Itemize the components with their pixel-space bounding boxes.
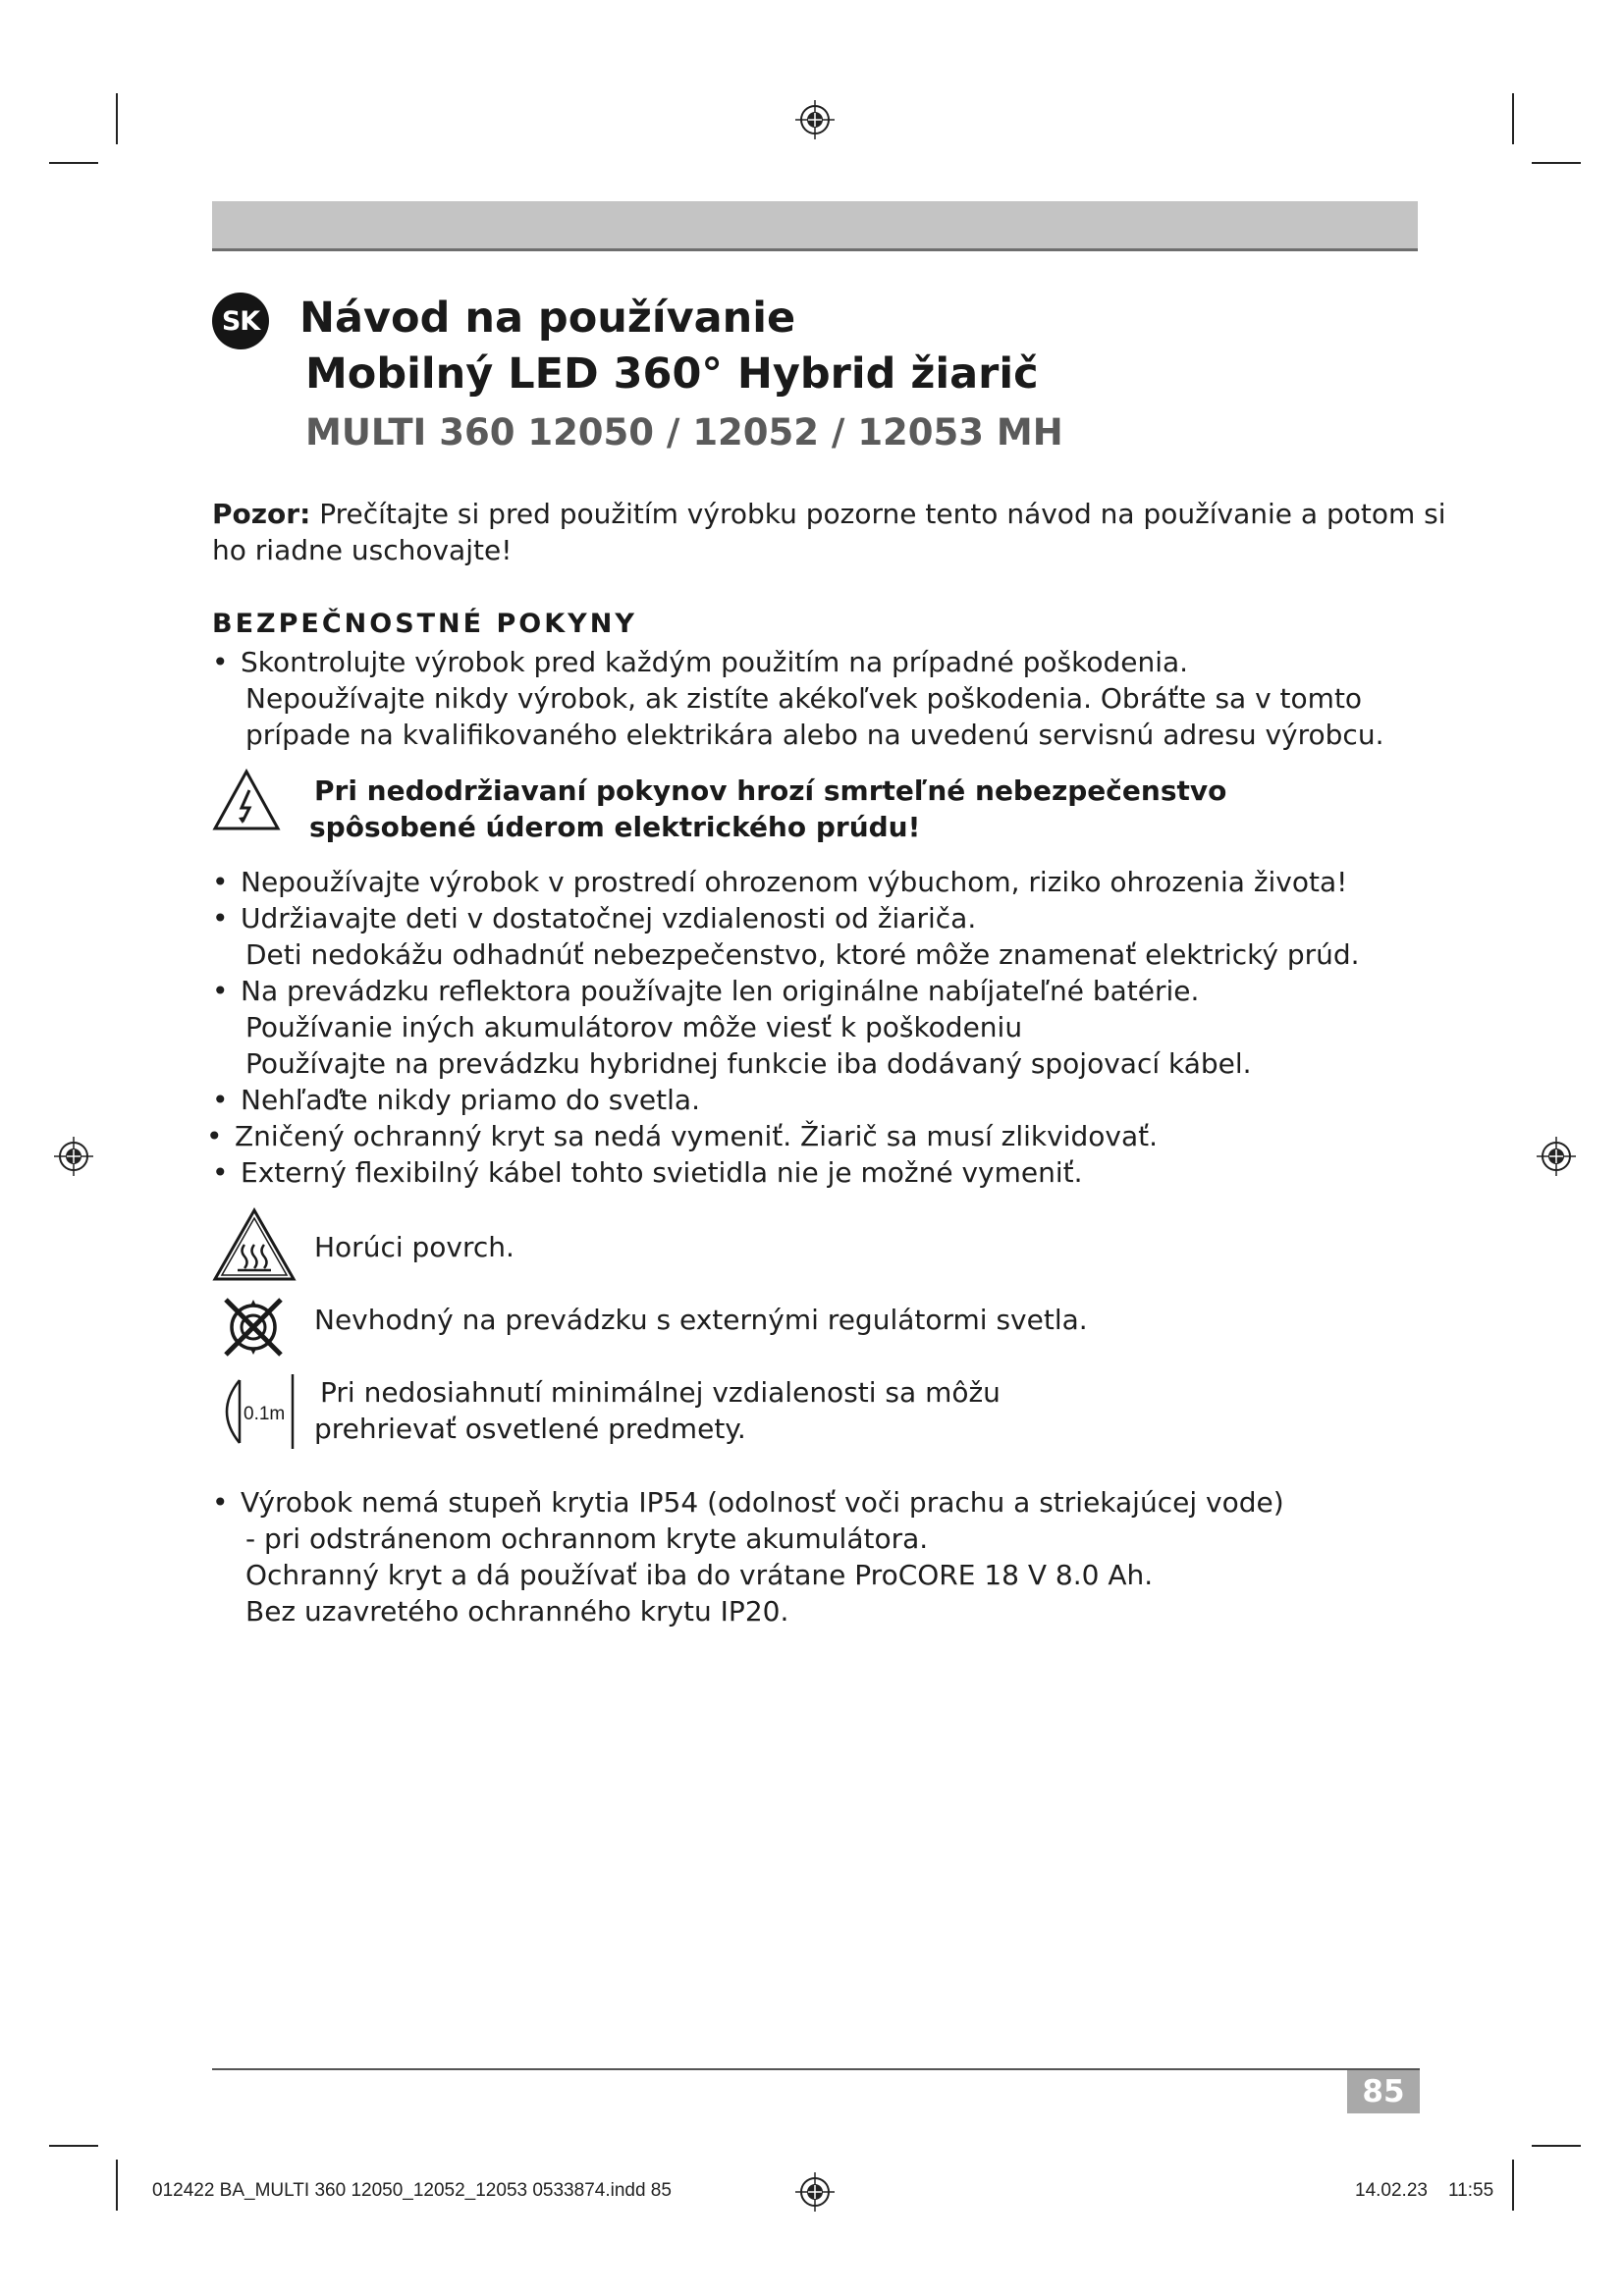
list-item-text: Nepoužívajte výrobok v prostredí ohrozenom výbuchom, riziko ohrozenia života! (241, 866, 1348, 898)
list-item-text: Skontrolujte výrobok pred každým použitím na prípadné poškodenia. (241, 646, 1189, 678)
list-item (212, 973, 1360, 1082)
no-dimmer-icon (220, 1294, 287, 1361)
intro-label: Pozor: (212, 498, 311, 530)
shock-warning-line: spôsobené úderom elektrického prúdu! (309, 811, 921, 843)
list-item-text: Používajte na prevádzku hybridnej funkcie iba dodávaný spojovací kábel. (245, 1047, 1252, 1080)
list-item-text: Externý flexibilný kábel tohto svietidla nie je možné vymeniť. (241, 1156, 1083, 1189)
crop-mark (49, 162, 98, 164)
header-band (212, 201, 1418, 251)
footer-rule (212, 2068, 1420, 2070)
hot-surface-text: Horúci povrch. (314, 1231, 514, 1263)
hot-surface-warning-icon (212, 1207, 297, 1282)
electric-shock-warning-icon (212, 769, 281, 831)
list-item (212, 1082, 1360, 1118)
list-item-text: Deti nedokážu odhadnúť nebezpečenstvo, ktoré môže znamenať elektrický prúd. (245, 938, 1360, 971)
slug-time: 11:55 (1448, 2180, 1494, 2201)
minimum-distance-label: 0.1m (244, 1404, 286, 1424)
intro-paragraph (212, 496, 1446, 568)
file-slug: 012422 BA_MULTI 360 12050_12052_12053 0533874.indd 85 (152, 2180, 672, 2201)
product-name: Mobilný LED 360° Hybrid žiarič (305, 349, 1039, 399)
ip-note-list (212, 1484, 1284, 1629)
list-item (206, 1118, 1360, 1154)
model-numbers: MULTI 360 12050 / 12052 / 12053 MH (305, 411, 1063, 454)
crop-mark (1532, 2145, 1581, 2147)
registration-mark-icon (1537, 1137, 1576, 1176)
shock-warning-line: Pri nedodržiavaní pokynov hrozí smrteľné nebezpečenstvo (314, 774, 1227, 807)
list-item-text: Používanie iných akumulátorov môže viesť k poškodeniu (245, 1011, 1023, 1043)
no-dimmer-text: Nevhodný na prevádzku s externými regulátormi svetla. (314, 1304, 1088, 1336)
intro-line: ho riadne uschovajte! (212, 534, 513, 566)
intro-line: Prečítajte si pred použitím výrobku pozorne tento návod na používanie a potom si (310, 498, 1446, 530)
list-item-text: Zničený ochranný kryt sa nedá vymeniť. Žiarič sa musí zlikvidovať. (235, 1120, 1158, 1152)
crop-mark (49, 2145, 98, 2147)
shock-warning-text (309, 773, 1227, 845)
list-item-text: Udržiavajte deti v dostatočnej vzdialenosti od žiariča. (241, 902, 977, 934)
list-item-text: Ochranný kryt a dá používať iba do vrátane ProCORE 18 V 8.0 Ah. (245, 1559, 1154, 1591)
min-distance-text: prehrievať osvetlené predmety. (314, 1413, 746, 1445)
page-title: Návod na používanie (299, 294, 796, 343)
section-heading: BEZPEČNOSTNÉ POKYNY (212, 609, 637, 639)
list-item (212, 644, 1383, 753)
list-item (212, 1484, 1284, 1629)
crop-mark (116, 2160, 118, 2211)
list-item-text: Výrobok nemá stupeň krytia IP54 (odolnosť voči prachu a striekajúcej vode) (241, 1486, 1284, 1519)
crop-mark (116, 93, 118, 144)
crop-mark (1512, 2160, 1514, 2211)
safety-list (212, 644, 1383, 753)
slug-date: 14.02.23 (1355, 2180, 1428, 2201)
safety-list (212, 864, 1360, 1191)
list-item-text: prípade na kvalifikovaného elektrikára alebo na uvedenú servisnú adresu výrobcu. (245, 719, 1384, 751)
minimum-distance-icon (212, 1372, 300, 1451)
list-item (212, 1154, 1360, 1191)
list-item-text: - pri odstránenom ochrannom kryte akumulátora. (245, 1522, 929, 1555)
registration-mark-icon (795, 2172, 835, 2212)
list-item-text: Nepoužívajte nikdy výrobok, ak zistíte akékoľvek poškodenia. Obráťte sa v tomto (245, 682, 1363, 715)
page-number: 85 (1347, 2070, 1420, 2113)
crop-mark (1532, 162, 1581, 164)
list-item-text: Bez uzavretého ochranného krytu IP20. (245, 1595, 789, 1628)
crop-mark (1512, 93, 1514, 144)
list-item (212, 864, 1360, 900)
min-distance-text: Pri nedosiahnutí minimálnej vzdialenosti sa môžu (320, 1376, 1001, 1409)
language-badge-icon: SK (212, 293, 269, 349)
list-item-text: Na prevádzku reflektora používajte len originálne nabíjateľné batérie. (241, 975, 1200, 1007)
list-item (212, 900, 1360, 973)
list-item-text: Nehľaďte nikdy priamo do svetla. (241, 1084, 700, 1116)
registration-mark-icon (54, 1137, 93, 1176)
registration-mark-icon (795, 100, 835, 139)
